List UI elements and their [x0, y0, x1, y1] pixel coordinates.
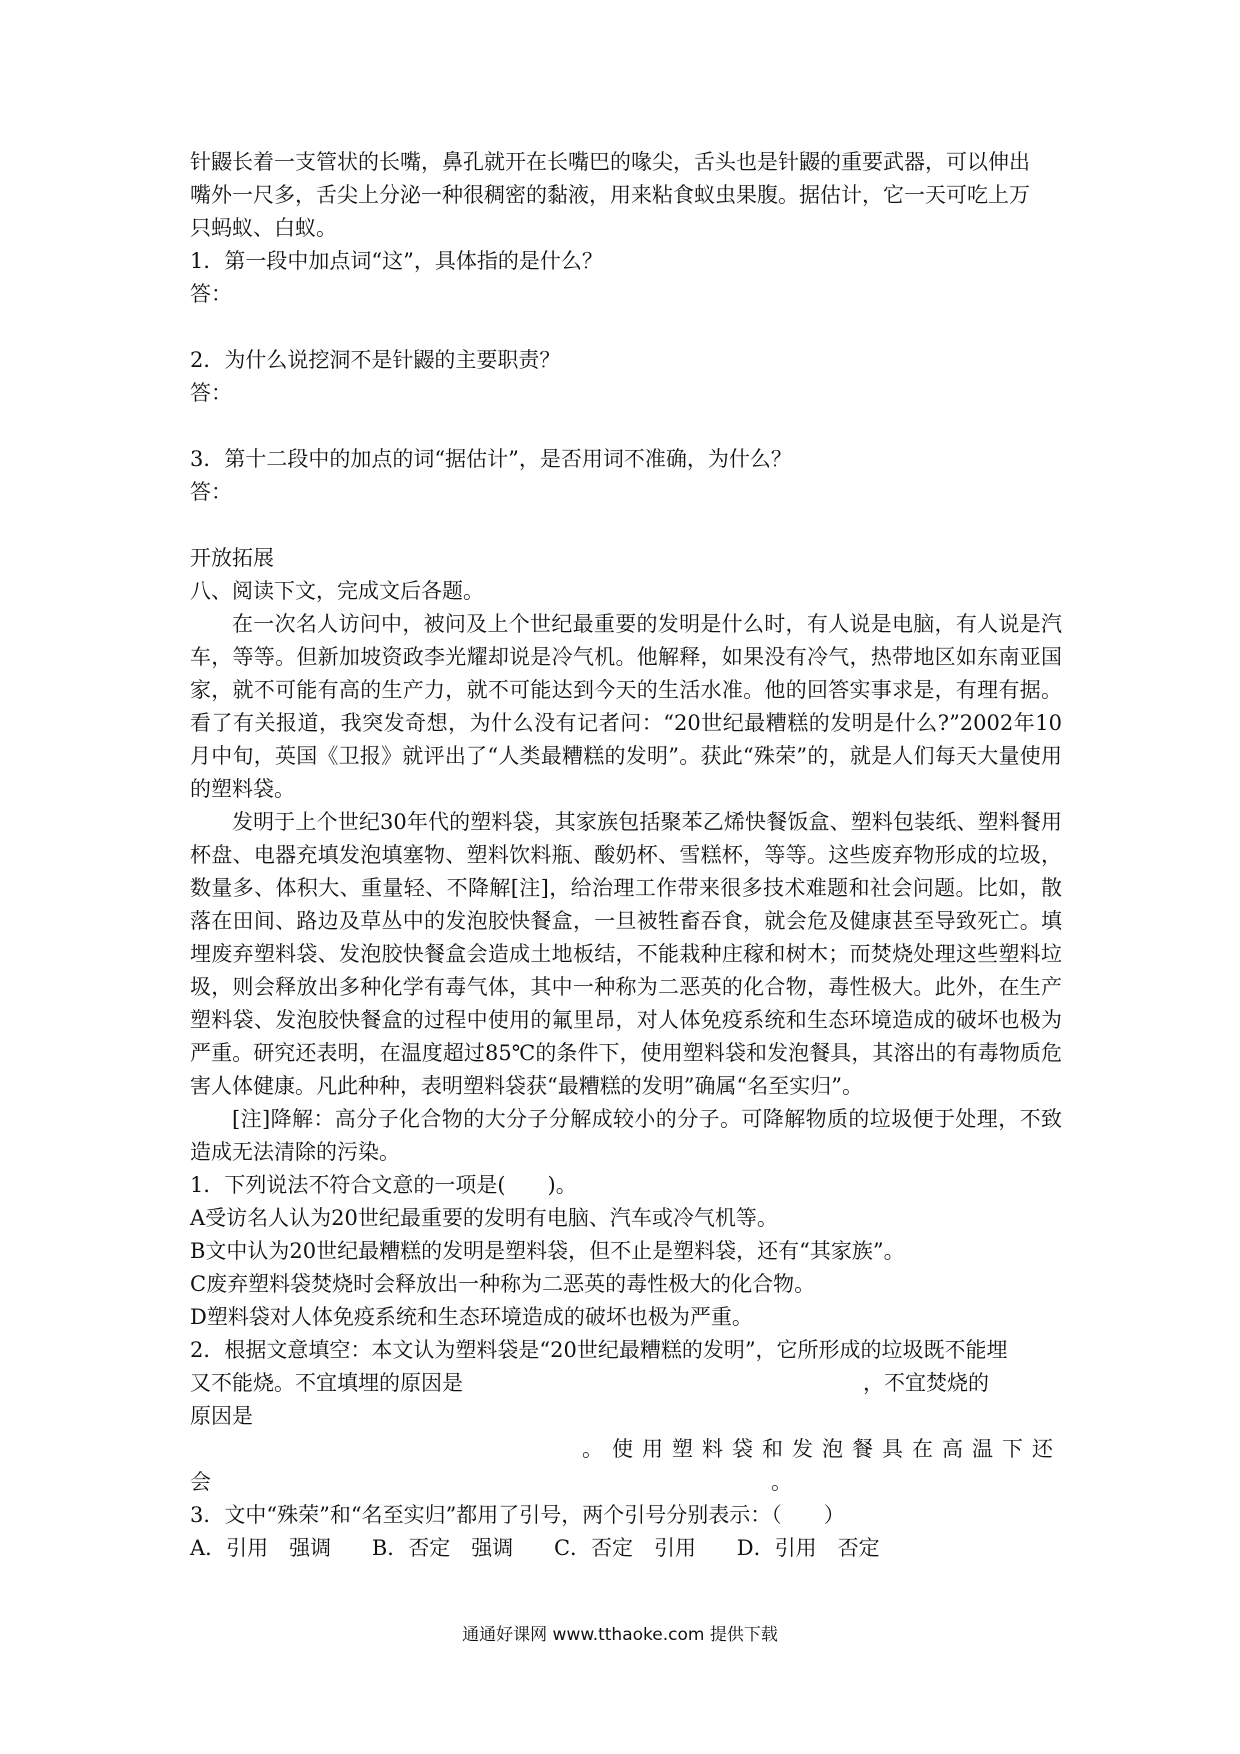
fill-blank-row: [190, 1367, 1062, 1400]
fill-blank-row: [190, 1466, 1062, 1499]
answer-label: 答：: [190, 381, 232, 405]
answer-label: 答：: [190, 282, 232, 306]
option-b: B文中认为20世纪最糟糕的发明是塑料袋，但不止是塑料袋，还有“其家族”。: [190, 1239, 905, 1263]
section-heading: 开放拓展: [190, 546, 274, 570]
question-text: 2．为什么说挖洞不是针鼹的主要职责？: [190, 348, 561, 372]
question-3-stem: 3．文中“殊荣”和“名至实归”都用了引号，两个引号分别表示：（ ）: [190, 1503, 845, 1527]
question-text: 3．第十二段中的加点的词“据估计”，是否用词不准确，为什么？: [190, 447, 792, 471]
option-a: A．引用 强调: [190, 1536, 332, 1560]
intro-line: 嘴外一尺多，舌尖上分泌一种很稠密的黏液，用来粘食蚁虫果腹。据估计，它一天可吃上万: [190, 183, 1030, 207]
fill-blank-text: 又不能烧。不宜填埋的原因是: [190, 1371, 463, 1395]
fill-blank-text: 。使用塑料袋和发泡餐具在高温下还: [582, 1437, 1062, 1461]
fill-blank-text: ，不宜焚烧的: [863, 1371, 989, 1395]
fill-blank-text: 原因是: [190, 1404, 253, 1428]
fill-blank-text: 。: [771, 1470, 792, 1494]
option-d: D塑料袋对人体免疫系统和生态环境造成的破坏也极为严重。: [190, 1305, 753, 1329]
reading-prompt: 八、阅读下文，完成文后各题。: [190, 579, 484, 603]
fill-blank-text: 会: [190, 1470, 211, 1494]
option-b: B．否定 强调: [371, 1536, 514, 1560]
question-1-stem: 1．下列说法不符合文意的一项是( )。: [190, 1173, 577, 1197]
answer-label: 答：: [190, 480, 232, 504]
option-c: C．否定 引用: [553, 1536, 697, 1560]
reading-paragraph: 在一次名人访问中，被问及上个世纪最重要的发明是什么时，有人说是电脑，有人说是汽车，等等。但新加坡资政李光耀却说是冷气机。他解释，如果没有冷气，热带地区如东南亚国家，就不可能有高的生产力，就不可能达到今天的生活水准。他的回答实事求是，有理有据。看了有关报道，我突发奇想，为什么没有记者问：“20世纪最糟糕的发明是什么?”2002年10月中旬，英国《卫报》就评出了“人类最糟糕的发明”。获此“殊荣”的，就是人们每天大量使用的塑料袋。: [190, 612, 1062, 801]
reading-paragraph: 发明于上个世纪30年代的塑料袋，其家族包括聚苯乙烯快餐饭盒、塑料包装纸、塑料餐用杯盘、电器充填发泡填塞物、塑料饮料瓶、酸奶杯、雪糕杯，等等。这些废弃物形成的垃圾，数量多、体积大、重量轻、不降解[注]，给治理工作带来很多技术难题和社会问题。比如，散落在田间、路边及草丛中的发泡胶快餐盒，一旦被牲畜吞食，就会危及健康甚至导致死亡。填埋废弃塑料袋、发泡胶快餐盒会造成土地板结，不能栽种庄稼和树木；而焚烧处理这些塑料垃圾，则会释放出多种化学有毒气体，其中一种称为二恶英的化合物，毒性极大。此外，在生产塑料袋、发泡胶快餐盒的过程中使用的氟里昂，对人体免疫系统和生态环境造成的破坏也极为严重。研究还表明，在温度超过85℃的条件下，使用塑料袋和发泡餐具，其溶出的有毒物质危害人体健康。凡此种种，表明塑料袋获“最糟糕的发明”确属“名至实归”。: [190, 810, 1062, 1098]
document-page: [190, 146, 1062, 1565]
intro-line: 针鼹长着一支管状的长嘴，鼻孔就开在长嘴巴的喙尖，舌头也是针鼹的重要武器，可以伸出: [190, 150, 1030, 174]
question-3-options: [190, 1532, 1062, 1565]
intro-line: 只蚂蚁、白蚁。: [190, 216, 337, 240]
page-footer: 通通好课网 www.tthaoke.com 提供下载: [462, 1625, 778, 1645]
question-text: 1．第一段中加点词“这”，具体指的是什么？: [190, 249, 603, 273]
question-2-stem: 2．根据文意填空：本文认为塑料袋是“20世纪最糟糕的发明”，它所形成的垃圾既不能埋: [190, 1338, 1008, 1362]
option-d: D．引用 否定: [736, 1536, 880, 1560]
note-paragraph: [注]降解：高分子化合物的大分子分解成较小的分子。可降解物质的垃圾便于处理，不致造成无法清除的污染。: [190, 1107, 1062, 1164]
option-c: C废弃塑料袋焚烧时会释放出一种称为二恶英的毒性极大的化合物。: [190, 1272, 816, 1296]
option-a: A受访名人认为20世纪最重要的发明有电脑、汽车或冷气机等。: [190, 1206, 778, 1230]
